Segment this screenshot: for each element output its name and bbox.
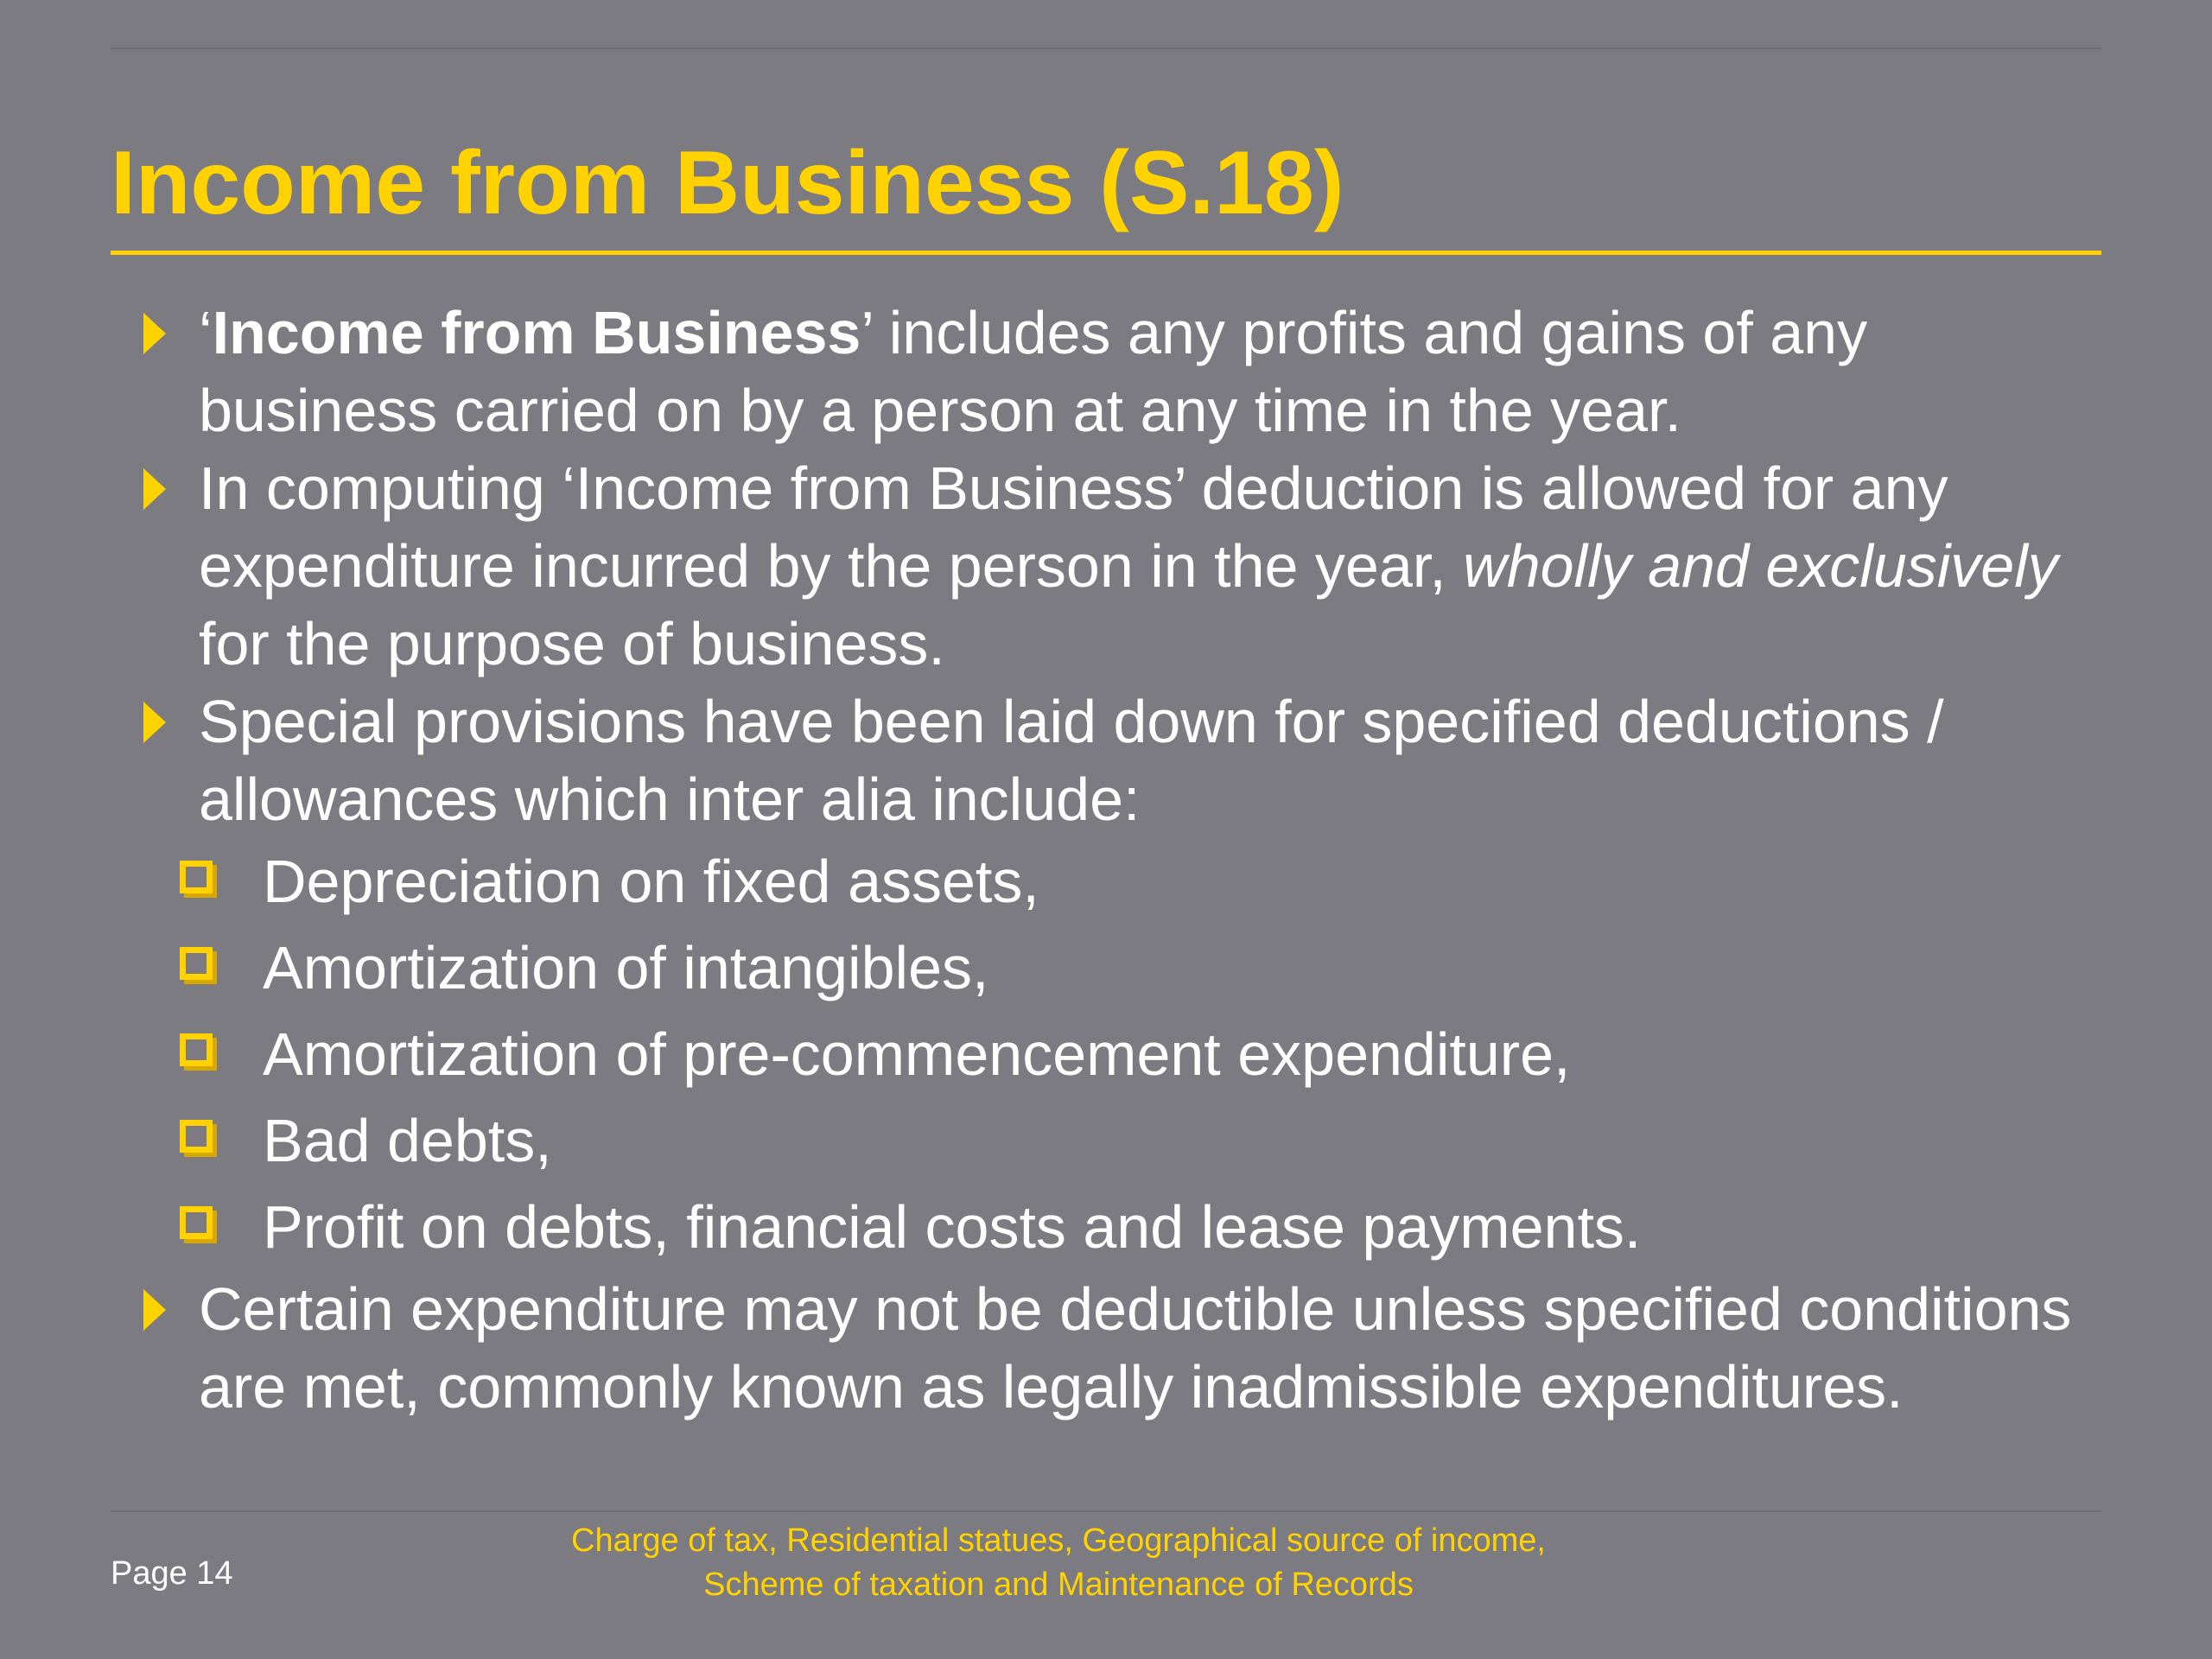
triangle-right-icon — [143, 702, 166, 743]
top-divider — [111, 48, 2101, 49]
sub-item-label: Depreciation on fixed assets, — [263, 848, 1039, 915]
checkbox-icon — [180, 947, 213, 980]
bullet-2-pre: In computing ‘Income from Business’ deduction is allowed for any expenditure incurred by the person in the year, — [199, 454, 1948, 600]
checkbox-icon — [180, 1120, 213, 1153]
sub-item-label: Profit on debts, financial costs and lease payments. — [263, 1193, 1642, 1261]
sub-item-3 — [138, 1011, 2101, 1097]
checkbox-icon — [180, 1206, 213, 1239]
triangle-right-icon — [143, 313, 166, 354]
footer-divider — [111, 1510, 2101, 1512]
bullet-1-post: ’ includes any profits and gains of any business carried on by a person at any time in the year. — [199, 299, 1868, 444]
bullet-4-text: Certain expenditure may not be deductible unless specified conditions are met, commonly known as legally inadmissible expenditures. — [199, 1275, 2072, 1421]
page-number: Page 14 — [111, 1555, 233, 1592]
slide-content — [138, 294, 2101, 1426]
footer-line-1: Charge of tax, Residential statues, Geographical source of income, — [571, 1522, 1546, 1559]
sub-item-5 — [138, 1184, 2101, 1270]
checkbox-icon — [180, 861, 213, 893]
slide-title: Income from Business (S.18) — [111, 133, 1344, 233]
bullet-1-pre: ‘ — [199, 299, 213, 366]
bullet-2-post: for the purpose of business. — [199, 610, 945, 677]
checkbox-icon — [180, 1033, 213, 1066]
title-underline — [111, 251, 2101, 255]
bullet-item-4 — [138, 1270, 2101, 1426]
bullet-item-2 — [138, 449, 2101, 683]
footer-line-2: Scheme of taxation and Maintenance of Records — [703, 1567, 1414, 1603]
sub-item-label: Amortization of intangibles, — [263, 934, 989, 1001]
sub-item-4 — [138, 1097, 2101, 1184]
triangle-right-icon — [143, 1289, 166, 1331]
bullet-item-3 — [138, 683, 2101, 838]
sub-item-label: Amortization of pre-commencement expenditure, — [263, 1020, 1571, 1088]
bullet-item-1 — [138, 294, 2101, 449]
bullet-3-text: Special provisions have been laid down for specified deductions / allowances which inter alia include: — [199, 688, 1944, 833]
bullet-1-bold: Income from Business — [212, 299, 861, 366]
sub-item-label: Bad debts, — [263, 1107, 552, 1174]
sub-item-1 — [138, 838, 2101, 925]
bullet-2-italic: wholly and exclusively — [1463, 532, 2058, 600]
footer-caption — [484, 1519, 1633, 1607]
sub-item-2 — [138, 925, 2101, 1011]
triangle-right-icon — [143, 468, 166, 510]
